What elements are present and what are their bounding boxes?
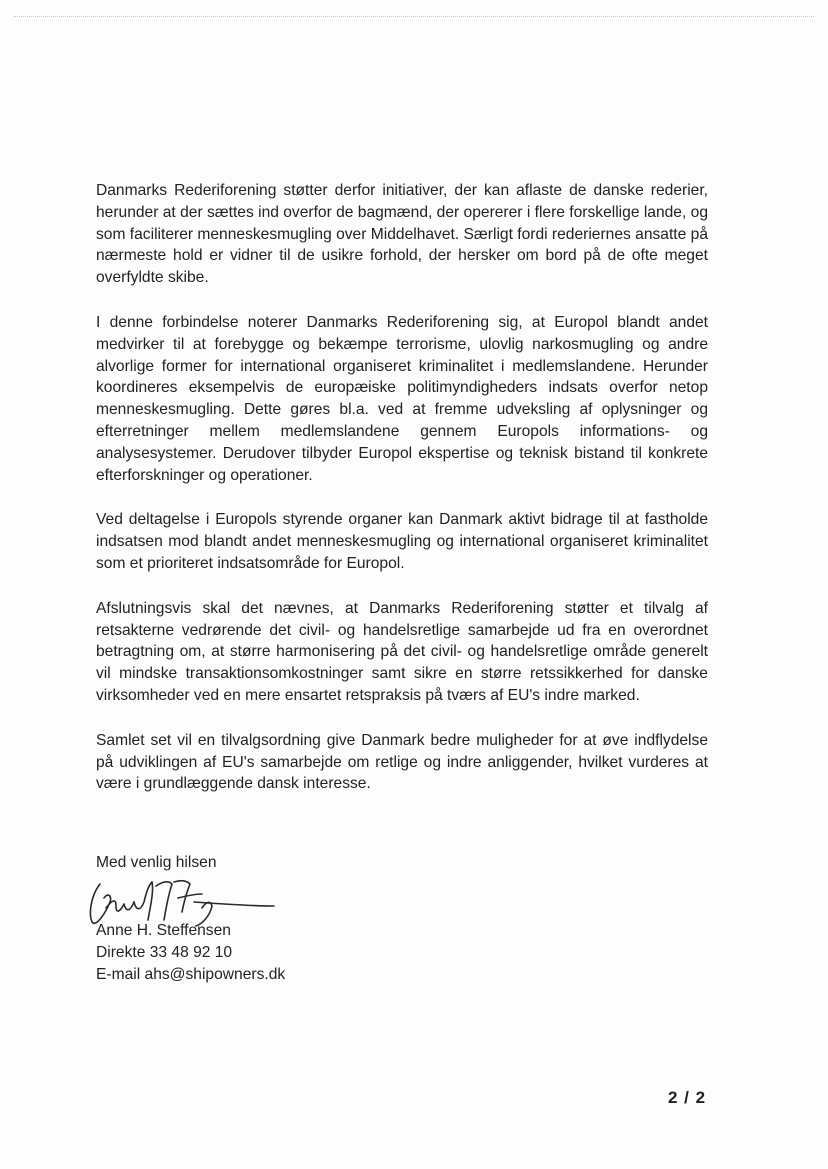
paragraph-5: Samlet set vil en tilvalgsordning give Danmark bedre muligheder for at øve indflydelse på udviklingen af EU's samarbejde om retlige og indre anliggender, hvilket vurderes at være i grundlæggende dansk interesse. [96,731,708,793]
signer-block [96,920,285,986]
signer-name: Anne H. Steffensen [96,922,231,939]
paragraph-3: Ved deltagelse i Europols styrende organer kan Danmark aktivt bidrage til at fastholde indsatsen mod blandt andet menneskesmugling og international organiseret kriminalitet som et prioriteret indsatsområde for Europol. [96,511,708,572]
signer-phone: Direkte 33 48 92 10 [96,944,233,961]
paragraph-4: Afslutningsvis skal det nævnes, at Danmarks Rederiforening støtter et tilvalg af retsakterne vedrørende det civil- og handelsretlige samarbejde ud fra en overordnet betragtning om, at større harmonisering på det civil- og handelsretlige område generelt vil mindske transaktionsomkostninger samt sikre en større retssikkerhed for danske virksomheder ved en mere ensartet retspraksis på tværs af EU's indre marked. [96,599,708,704]
signer-email: E-mail ahs@shipowners.dk [96,966,286,983]
letter-body [96,180,708,818]
paragraph-1: Danmarks Rederiforening støtter derfor initiativer, der kan aflaste de danske rederier, herunder at der sættes ind overfor de bagmænd, der opererer i flere forskellige lande, og som faciliterer menneskesmugling over Middelhavet. Særligt fordi rederiernes ansatte på nærmeste hold er vidner til de usikre forhold, der hersker om bord på de ofte meget overfyldte skibe. [96,182,708,287]
top-divider [14,16,814,17]
paragraph-2: I denne forbindelse noterer Danmarks Rederiforening sig, at Europol blandt andet medvirker til at forebygge og bekæmpe terrorisme, ulovlig narkosmugling og andre alvorlige former for international organiseret kriminalitet i medlemslandene. Herunder koordineres eksempelvis de europæiske politimyndigheders indsats overfor netop menneskesmugling. Dette gøres bl.a. ved at fremme udveksling af oplysninger og efterretninger mellem medlemslandene gennem Europols informations- og analysesystemer. Derudover tilbyder Europol ekspertise og teknisk bistand til konkrete efterforskninger og operationer. [96,313,708,484]
closing-salutation: Med venlig hilsen [96,854,217,871]
page-number: 2 / 2 [668,1088,707,1107]
